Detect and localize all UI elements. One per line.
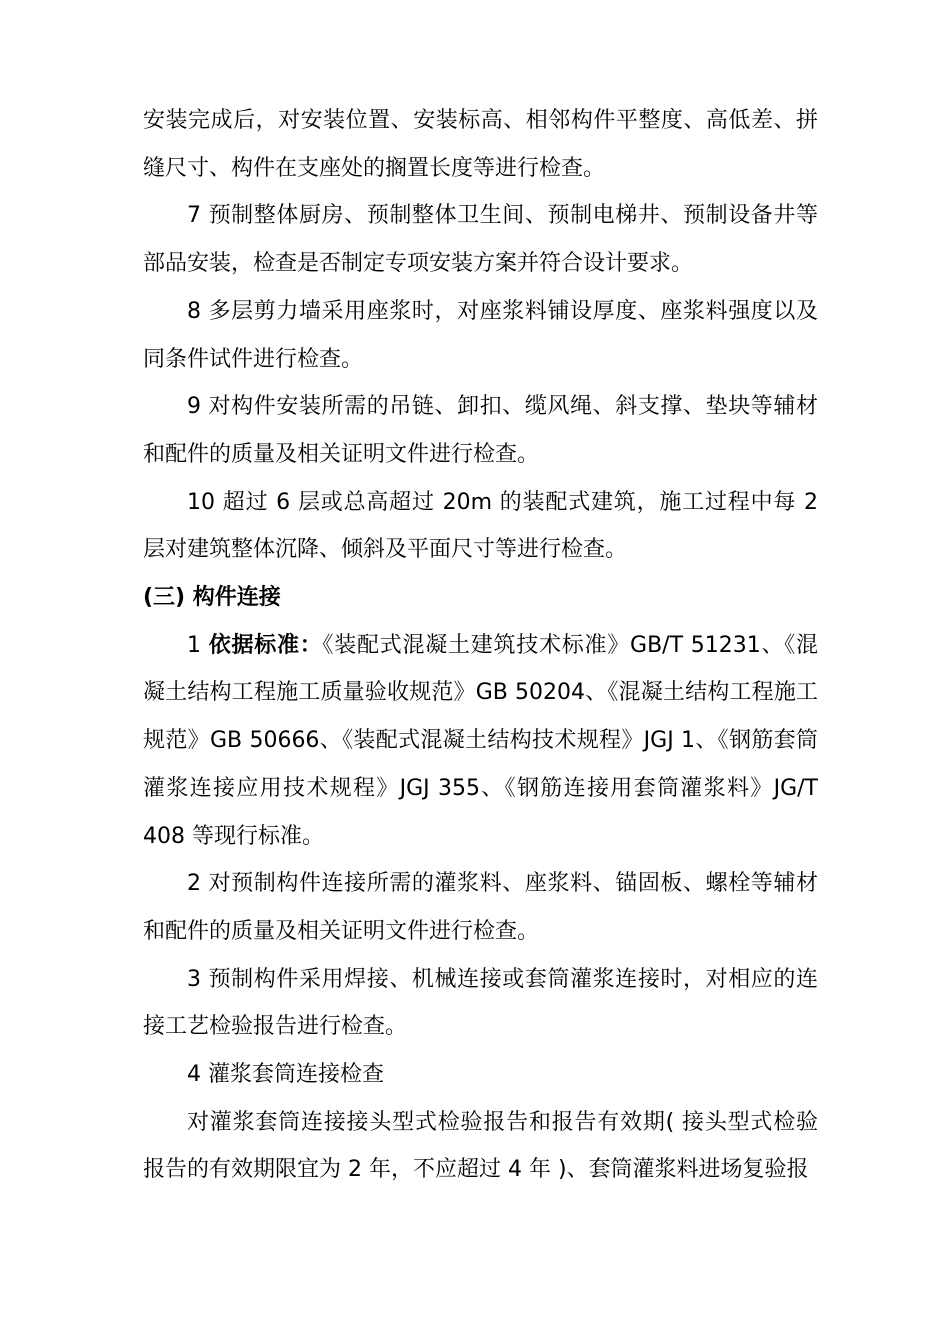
paragraph-connection-4: 4 灌浆套筒连接检查 <box>187 1062 384 1088</box>
section-heading: (三) 构件连接 <box>143 585 281 611</box>
item-number: 1 <box>187 632 209 658</box>
paragraph-connection-2: 2 对预制构件连接所需的灌浆料、座浆料、锚固板、螺栓等辅材和配件的质量及相关证明文件进行检查。 <box>143 871 818 944</box>
paragraph-item-8: 8 多层剪力墙采用座浆时，对座浆料铺设厚度、座浆料强度以及同条件试件进行检查。 <box>143 298 818 372</box>
paragraph-item-9: 9 对构件安装所需的吊链、卸扣、缆风绳、斜支撑、垫块等辅材和配件的质量及相关证明文件进行检查。 <box>143 394 818 467</box>
paragraph-installation-check: 安装完成后，对安装位置、安装标高、相邻构件平整度、高低差、拼缝尺寸、构件在支座处的搁置长度等进行检查。 <box>143 108 818 181</box>
document-body <box>143 97 818 1194</box>
paragraph-item-7: 7 预制整体厨房、预制整体卫生间、预制电梯井、预制设备井等部品安装，检查是否制定专项安装方案并符合设计要求。 <box>143 203 818 277</box>
basis-label: 依据标准： <box>208 632 323 658</box>
paragraph-connection-1 <box>143 622 818 861</box>
paragraph-connection-4-body: 对灌浆套筒连接接头型式检验报告和报告有效期( 接头型式检验报告的有效期限宜为 2 年，不应超过 4 年 )、套筒灌浆料进场复验报 <box>143 1109 818 1183</box>
paragraph-item-10: 10 超过 6 层或总高超过 20m 的装配式建筑，施工过程中每 2 层对建筑整体沉降、倾斜及平面尺寸等进行检查。 <box>143 489 818 563</box>
standards-list: 《装配式混凝土建筑技术标准》GB/T 51231、《混凝土结构工程施工质量验收规范》GB 50204、《混凝土结构工程施工规范》GB 50666、《装配式混凝土结构技术规程》JGJ 1、《钢筋套筒灌浆连接应用技术规程》JGJ 355、《钢筋连接用套筒灌浆料》JG/T 408 等现行标准。 <box>143 632 818 849</box>
paragraph-connection-3: 3 预制构件采用焊接、机械连接或套筒灌浆连接时，对相应的连接工艺检验报告进行检查。 <box>143 966 818 1040</box>
